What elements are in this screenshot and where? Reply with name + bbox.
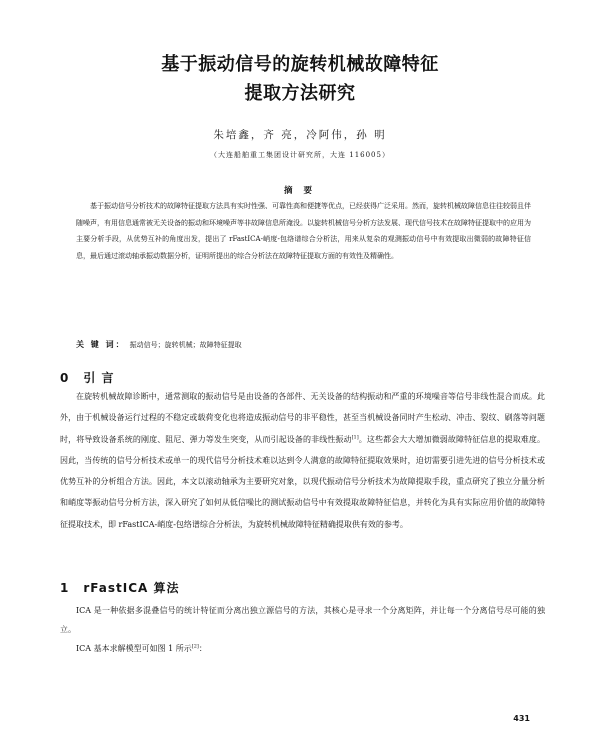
section-title: 引 言 bbox=[83, 371, 115, 385]
citation-2[interactable]: [2] bbox=[191, 643, 199, 650]
keywords bbox=[76, 339, 531, 351]
section-heading-intro bbox=[60, 369, 115, 386]
intro-text-cont: 。这些都会大大增加微弱故障特征信息的提取难度。因此，当传统的信号分析技术或单一的现代信号分析技术难以达到令人满意的故障特征提取效果时，迫切需要引进先进的信号分析技术或优势互补的分析组合方法。因此，本文以滚动轴承为主要研究对象，以现代振动信号分析技术为故障提取手段，重点研究了独立分量分析和峭度等振动信号分析方法，深入研究了如何从低信噪比的测试振动信号中有效提取故障特征信息，并转化为具有实际应用价值的故障特征提取技术，即 rFastICA-峭度-包络谱综合分析法，为旋转机械故障特征精确提取供有效的参考。 bbox=[60, 434, 546, 529]
ica-paragraph-1: ICA 是一种依据多混叠信号的统计特征而分离出独立源信号的方法，其核心是寻求一个分离矩阵，并让每一个分离信号尽可能的独立。 bbox=[60, 606, 545, 634]
ica-text: ICA 基本求解模型可如图 1 所示 bbox=[76, 644, 192, 653]
authors: 朱培鑫，齐 亮，冷阿伟，孙 明 bbox=[213, 129, 387, 141]
section-heading-rfastica bbox=[60, 579, 180, 596]
intro-body bbox=[60, 386, 545, 535]
keywords-text: 振动信号；旋转机械；故障特征提取 bbox=[129, 341, 242, 349]
ica-body bbox=[60, 601, 545, 658]
section-number: 0 bbox=[60, 371, 70, 385]
ica-text-end: ： bbox=[198, 644, 207, 653]
abstract-text: 基于振动信号分析技术的故障特征提取方法具有实时性强、可靠性高和便捷等优点，已经获得广泛采用。然而，旋转机械故障信息往往较弱且伴随噪声，有用信息通常被无关设备的振动和环境噪声等非故障信息所淹没。以旋转机械信号分析方法发展、现代信号技术在故障特征提取中的应用为主要分析手段，从优势互补的角度出发，提出了 rFastICA-峭度-包络谱综合分析法，用来从复杂的观测振动信号中有效提取出微弱的故障特征信息，最后通过滚动轴承振动数据分析，证明所提出的综合分析法在故障特征提取方面的有效性及精确性。 bbox=[76, 202, 531, 260]
section-title: rFastICA 算法 bbox=[83, 581, 180, 595]
paper-title-line1: 基于振动信号的旋转机械故障特征 bbox=[161, 54, 439, 75]
intro-text: 在旋转机械故障诊断中，通常测取的振动信号是由设备的各部件、无关设备的结构振动和严重的环境噪音等信号非线性混合而成。此外，由于机械设备运行过程的不稳定或载荷变化也将造成振动信号的非平稳性，甚至当机械设备同时产生松动、冲击、裂纹、刷落等问题时，将导致设备系统的刚度、阻尼、弹力等发生突变，从而引起设备的非线性振动 bbox=[60, 392, 545, 444]
affiliation: （大连船舶重工集团设计研究所，大连 116005） bbox=[210, 151, 390, 159]
citation-1[interactable]: [1] bbox=[351, 433, 359, 440]
section-number: 1 bbox=[60, 581, 70, 595]
intro-paragraph bbox=[60, 386, 545, 535]
page-number: 431 bbox=[513, 714, 530, 723]
keywords-label: 关 键 词： bbox=[76, 340, 126, 349]
paper-title-line2: 提取方法研究 bbox=[244, 83, 356, 104]
abstract-heading: 摘 要 bbox=[284, 186, 316, 196]
ica-paragraph-2 bbox=[60, 639, 545, 658]
